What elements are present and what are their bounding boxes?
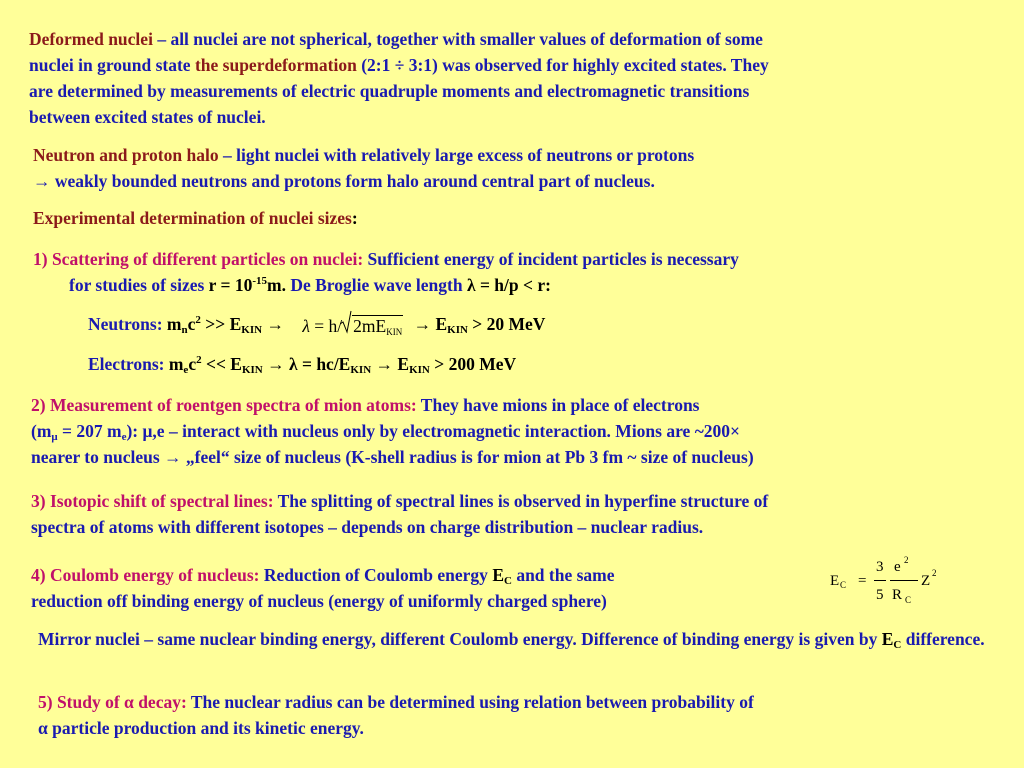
halo-line-1: Neutron and proton halo – light nuclei with relatively large excess of neutrons or protons	[33, 145, 695, 165]
deformed-line-2: nuclei in ground state the superdeformation (2:1 ÷ 3:1) was observed for highly excited states. They	[29, 55, 769, 75]
de-broglie-formula: λ = h/ $2mE_{KIN}$	[302, 313, 403, 339]
halo-term: Neutron and proton halo	[33, 145, 219, 165]
electrons-label: Electrons:	[88, 354, 169, 374]
deformed-line-3: are determined by measurements of electric quadruple moments and electromagnetic transitions	[29, 81, 750, 101]
item-3-line-2: spectra of atoms with different isotopes – depends on charge distribution – nuclear radius.	[31, 517, 704, 537]
item-4-coulomb	[31, 562, 615, 614]
deformed-term: Deformed nuclei	[29, 29, 153, 49]
formula-three: 3	[876, 559, 884, 575]
item-1-label: 1) Scattering of different particles on nuclei:	[33, 249, 364, 269]
item-3-line-1: 3) Isotopic shift of spectral lines: The splitting of spectral lines is observed in hyperfine structure of	[31, 491, 769, 511]
formula-e: e	[894, 559, 901, 575]
radical-sign	[340, 310, 352, 334]
formula-five: 5	[876, 587, 884, 603]
coulomb-formula	[828, 556, 948, 612]
superdeformation-term: the superdeformation	[194, 55, 357, 75]
item-2-line-2: ($m_\mu = 207$ $m_e$): μ,e – interact with nucleus only by electromagnetic interaction. Mions are ~200×	[31, 421, 741, 443]
formula-R-sub: C	[905, 595, 912, 605]
item-4-line-2: reduction off binding energy of nucleus (energy of uniformly charged sphere)	[31, 591, 607, 611]
fraction-bar-2	[890, 580, 918, 581]
item-4-line-1: 4) Coulomb energy of nucleus: Reduction of Coulomb energy $E_C$ and the same	[31, 565, 615, 587]
formula-E-sub: C	[840, 580, 847, 590]
item-1-line-1: 1) Scattering of different particles on nuclei: Sufficient energy of incident particles is necessary	[33, 249, 739, 269]
mirror-nuclei-paragraph: Mirror nuclei – same nuclear binding energy, different Coulomb energy. Difference of binding energy is given by $E_C$ difference.	[38, 629, 985, 651]
halo-line-2: → weakly bounded neutrons and protons form halo around central part of nucleus.	[33, 171, 655, 191]
sqrt-symbol: $2mE_{KIN}$	[342, 313, 403, 339]
fraction-bar-1	[874, 580, 886, 581]
item-5-label: 5) Study of α decay:	[38, 692, 187, 712]
formula-R: R	[892, 587, 903, 603]
item-2-mion	[31, 392, 754, 470]
electrons-line: Electrons: $m_ec^2 << E_{KIN} \to \lambda = hc/E_{KIN} \to E_{KIN} > 200$ MeV	[88, 354, 517, 376]
item-1-line-2: for studies of sizes $r = 10^{-15}m$. De Broglie wave length λ = h/p < r:	[69, 275, 551, 295]
deformed-line-1: Deformed nuclei – all nuclei are not spherical, together with smaller values of deformation of some	[29, 29, 763, 49]
deformed-paragraph	[29, 26, 769, 130]
item-2-label: 2) Measurement of roentgen spectra of mion atoms:	[31, 395, 417, 415]
formula-E: E	[830, 573, 840, 589]
formula-Z: Z	[921, 573, 931, 589]
item-3-isotopic	[31, 488, 768, 540]
item-5-line-2: α particle production and its kinetic energy.	[38, 718, 364, 738]
halo-paragraph	[33, 142, 694, 194]
formula-Z-sup: 2	[932, 568, 937, 578]
item-5-line-1: 5) Study of α decay: The nuclear radius can be determined using relation between probability of	[38, 692, 754, 712]
item-5-alpha	[38, 689, 754, 741]
item-1-scattering	[33, 246, 739, 298]
deformed-line-4: between excited states of nuclei.	[29, 107, 266, 127]
formula-equals: =	[858, 573, 867, 589]
neutrons-label: Neutrons:	[88, 314, 167, 334]
neutrons-line: Neutrons: $m_nc^2 >> E_{KIN} \to \lambda = h/$ $2mE_{KIN} \to E_{KIN} > 20$ MeV	[88, 311, 545, 339]
item-4-label: 4) Coulomb energy of nucleus:	[31, 565, 260, 585]
item-3-label: 3) Isotopic shift of spectral lines:	[31, 491, 274, 511]
experimental-heading: Experimental determination of nuclei sizes:	[33, 208, 358, 228]
item-2-line-3: nearer to nucleus → „feel“ size of nucleus (K-shell radius is for mion at Pb 3 fm ~ size of nucleus)	[31, 447, 754, 467]
formula-e-sup: 2	[904, 555, 909, 565]
item-2-line-1: 2) Measurement of roentgen spectra of mion atoms: They have mions in place of electrons	[31, 395, 700, 415]
